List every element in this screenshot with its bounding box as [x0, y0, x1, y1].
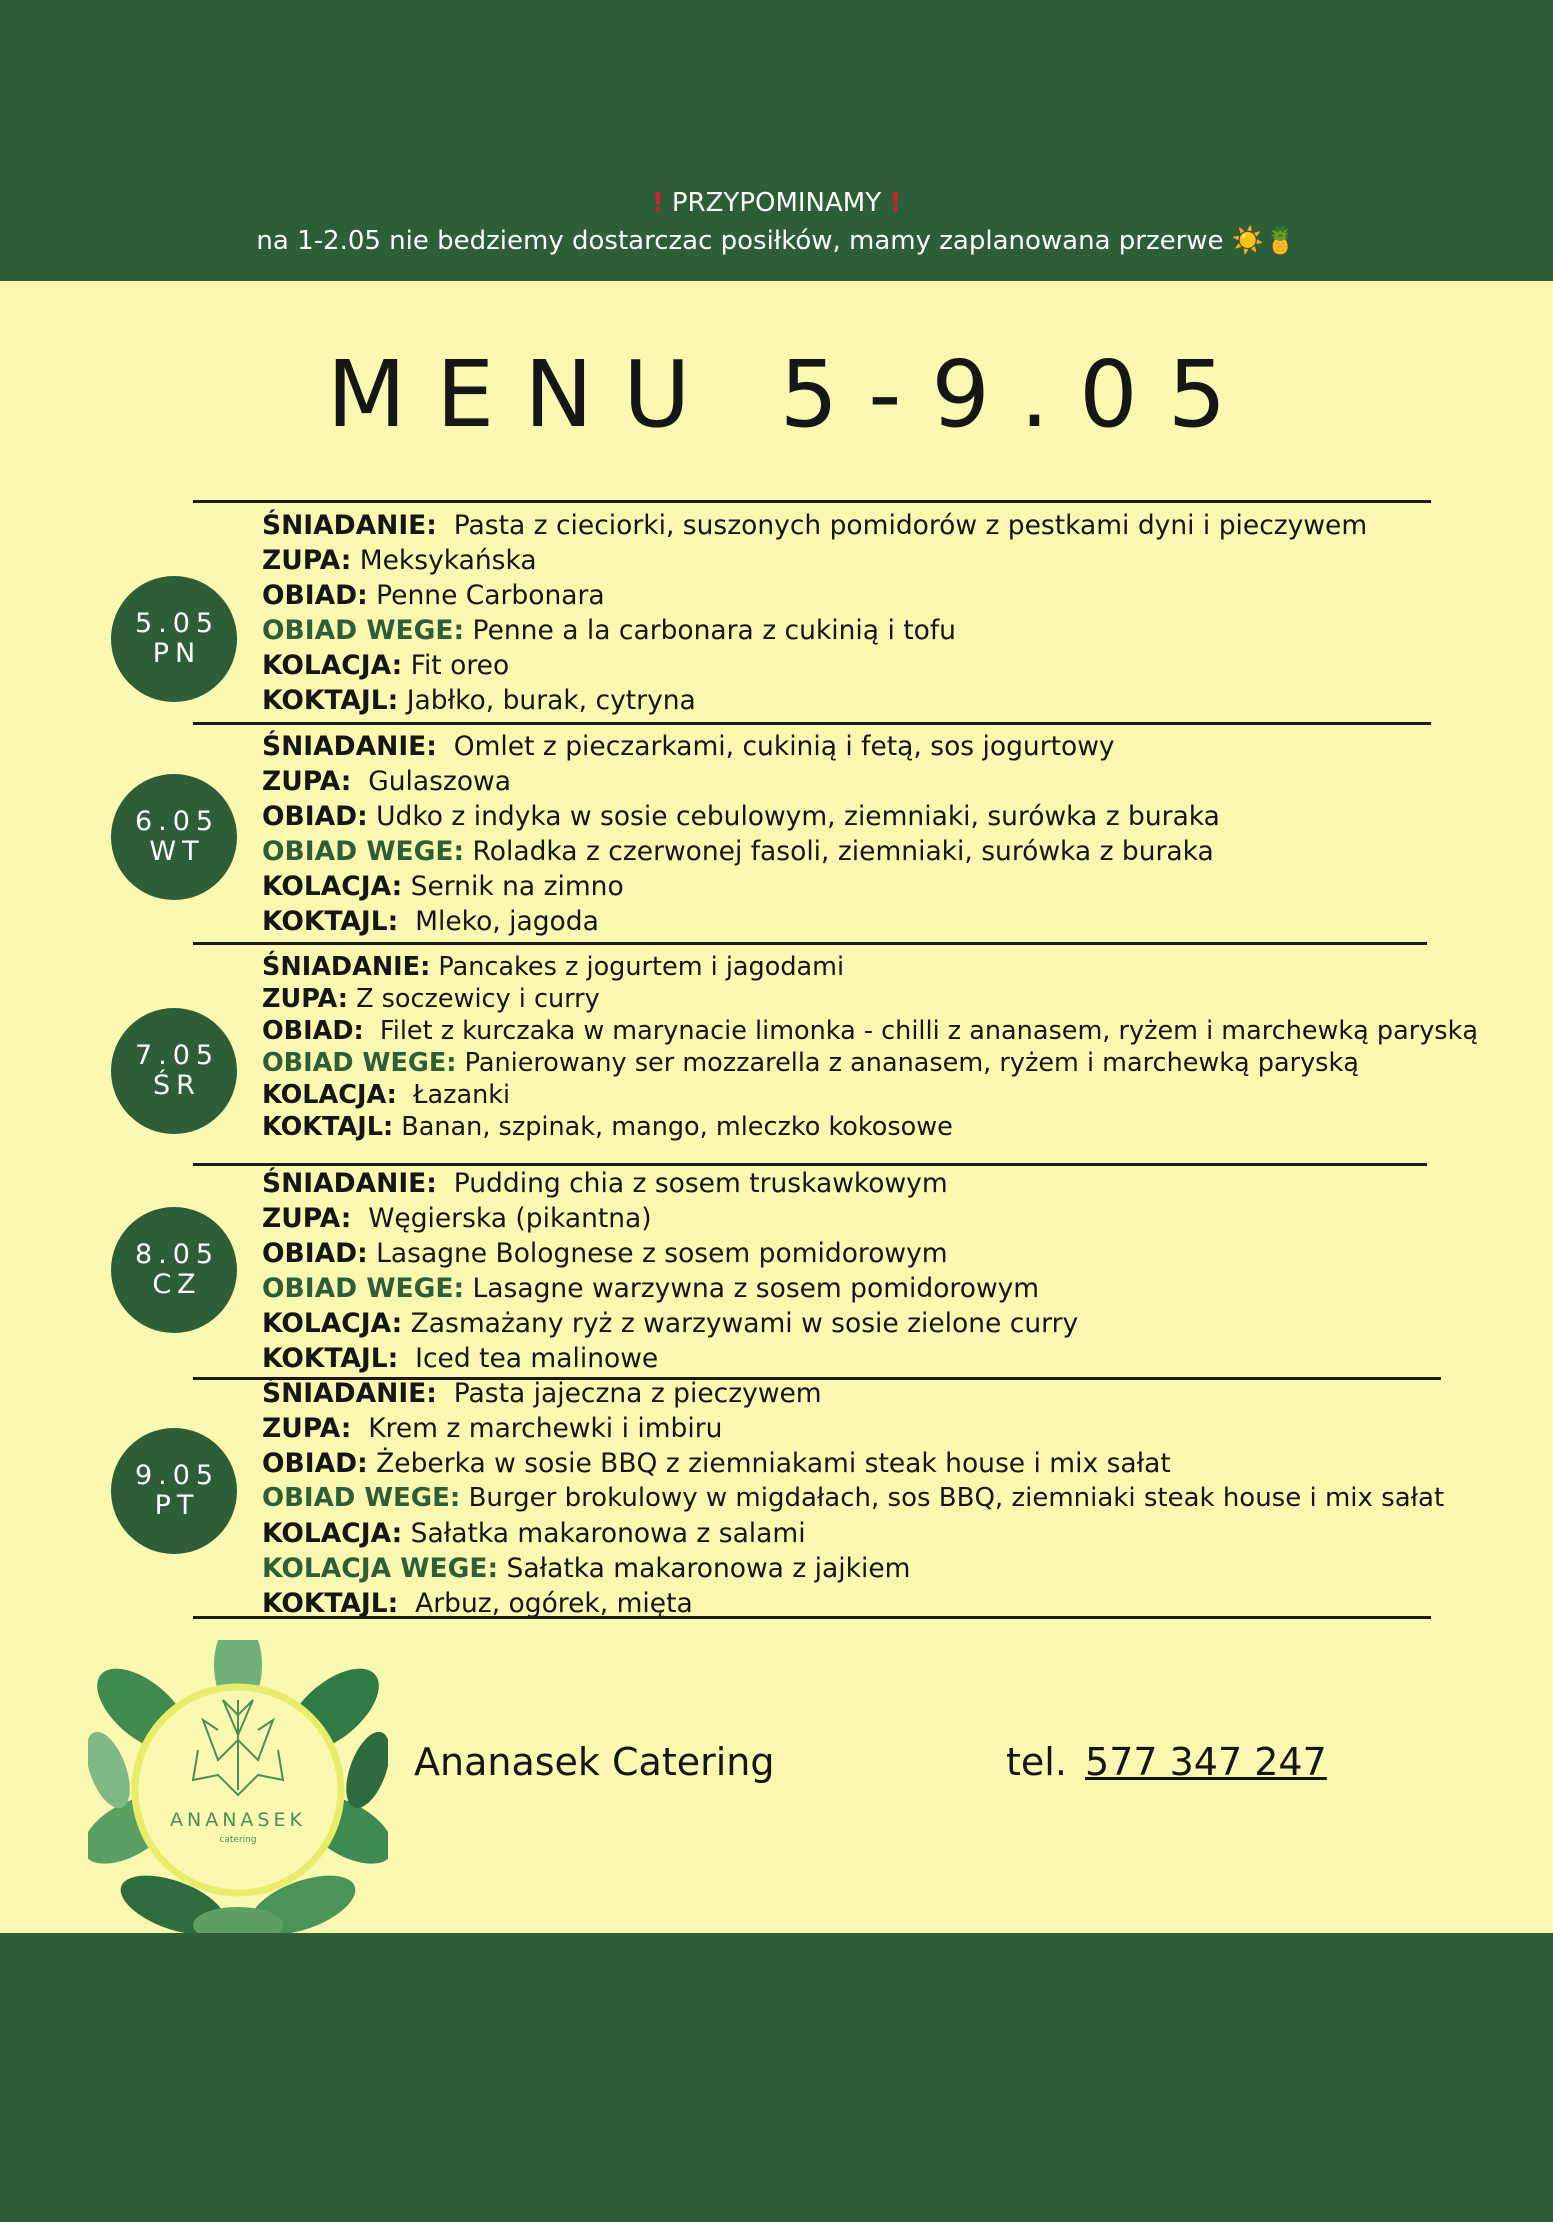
menu-label: ŚNIADANIE:	[262, 1378, 437, 1409]
menu-dish: Zasmażany ryż z warzywami w sosie zielone curry	[410, 1308, 1079, 1339]
menu-row	[262, 613, 1462, 648]
telephone	[1006, 1740, 1327, 1784]
brand-name: Ananasek Catering	[414, 1740, 775, 1784]
menu-row	[262, 1411, 1462, 1446]
menu-label: KOKTAJL:	[262, 1112, 394, 1142]
menu-row	[262, 1079, 1462, 1111]
menu-dish: Meksykańska	[359, 545, 537, 576]
menu-row	[262, 1166, 1462, 1201]
menu-dish: Węgierska (pikantna)	[368, 1203, 652, 1234]
notice-text: na 1-2.05 nie bedziemy dostarczac posiłków, mamy zaplanowana przerwe ☀️🍍	[256, 226, 1297, 256]
menu-label: ZUPA:	[262, 766, 352, 797]
menu-row	[262, 1201, 1462, 1236]
menu-dish: Arbuz, ogórek, mięta	[415, 1588, 693, 1619]
menu-row	[262, 1376, 1462, 1411]
menu-label: KOKTAJL:	[262, 1343, 399, 1374]
menu-label: ZUPA:	[262, 984, 348, 1014]
tel-label: tel.	[1006, 1740, 1067, 1784]
menu-row	[262, 578, 1462, 613]
menu-row	[262, 869, 1462, 904]
menu-label: OBIAD:	[262, 1238, 368, 1269]
menu-row	[262, 904, 1462, 939]
menu-row	[262, 648, 1462, 683]
menu-label: KOLACJA:	[262, 1308, 403, 1339]
menu-label: OBIAD WEGE:	[262, 1483, 461, 1513]
menu-label: OBIAD WEGE:	[262, 615, 465, 646]
menu-row	[262, 543, 1462, 578]
menu-dish: Łazanki	[413, 1080, 511, 1110]
divider	[193, 722, 1431, 725]
menu-row	[262, 834, 1462, 869]
menu-label: KOLACJA:	[262, 650, 403, 681]
menu-dish: Banan, szpinak, mango, mleczko kokosowe	[401, 1112, 953, 1142]
day-weekday: ŚR	[153, 1070, 201, 1101]
day-badge	[111, 1008, 237, 1134]
menu-dish: Żeberka w sosie BBQ z ziemniakami steak house i mix sałat	[376, 1448, 1171, 1479]
menu-row	[262, 1306, 1462, 1341]
menu-row	[262, 1047, 1462, 1079]
menu-label: ŚNIADANIE:	[262, 731, 437, 762]
divider	[193, 500, 1431, 503]
divider	[193, 942, 1427, 945]
menu-row	[262, 1341, 1462, 1376]
menu-label: KOKTAJL:	[262, 906, 399, 937]
menu-row	[262, 1516, 1462, 1551]
menu-dish: Mleko, jagoda	[415, 906, 599, 937]
bottom-banner	[0, 1933, 1553, 2222]
menu-row	[262, 1236, 1462, 1271]
menu-label: KOLACJA WEGE:	[262, 1553, 499, 1584]
menu-row	[262, 683, 1462, 718]
menu-label: KOLACJA:	[262, 1080, 397, 1110]
day-menu	[262, 729, 1462, 939]
menu-dish: Krem z marchewki i imbiru	[368, 1413, 723, 1444]
menu-dish: Iced tea malinowe	[415, 1343, 659, 1374]
menu-dish: Fit oreo	[410, 650, 510, 681]
menu-label: OBIAD WEGE:	[262, 836, 465, 867]
menu-label: OBIAD WEGE:	[262, 1273, 465, 1304]
menu-dish: Lasagne warzywna z sosem pomidorowym	[472, 1273, 1040, 1304]
menu-dish: Roladka z czerwonej fasoli, ziemniaki, surówka z buraka	[472, 836, 1214, 867]
menu-row	[262, 1586, 1462, 1621]
day-badge	[111, 774, 237, 900]
menu-label: KOLACJA:	[262, 1518, 403, 1549]
menu-label: KOKTAJL:	[262, 685, 399, 716]
day-date: 7.05	[134, 1040, 220, 1071]
menu-label: OBIAD WEGE:	[262, 1048, 457, 1078]
menu-row	[262, 983, 1462, 1015]
menu-dish: Burger brokulowy w migdałach, sos BBQ, ziemniaki steak house i mix sałat	[468, 1483, 1445, 1513]
menu-dish: Sałatka makaronowa z jajkiem	[506, 1553, 911, 1584]
logo-subtitle: catering	[219, 1835, 257, 1845]
menu-row	[262, 729, 1462, 764]
page-title: MENU 5-9.05	[326, 341, 1257, 448]
day-menu	[262, 1376, 1462, 1621]
tel-number-link[interactable]: 577 347 247	[1085, 1740, 1327, 1784]
menu-dish: Pancakes z jogurtem i jagodami	[438, 952, 845, 982]
menu-row	[262, 799, 1462, 834]
menu-dish: Panierowany ser mozzarella z ananasem, ryżem i marchewką paryską	[464, 1048, 1359, 1078]
menu-dish: Udko z indyka w sosie cebulowym, ziemniaki, surówka z buraka	[376, 801, 1220, 832]
logo-name: ANANASEK	[170, 1809, 306, 1831]
menu-dish: Jabłko, burak, cytryna	[406, 685, 696, 716]
menu-label: OBIAD:	[262, 801, 368, 832]
menu-label: OBIAD:	[262, 1016, 364, 1046]
day-date: 5.05	[134, 608, 220, 639]
menu-dish: Sernik na zimno	[410, 871, 624, 902]
menu-dish: Sałatka makaronowa z salami	[410, 1518, 806, 1549]
menu-row	[262, 951, 1462, 983]
day-date: 9.05	[134, 1460, 220, 1491]
exclamation-icon: !	[889, 188, 902, 218]
day-badge	[111, 576, 237, 702]
day-date: 6.05	[134, 806, 220, 837]
menu-row	[262, 1551, 1462, 1586]
menu-dish: Gulaszowa	[368, 766, 511, 797]
menu-label: ZUPA:	[262, 1413, 352, 1444]
exclamation-icon: !	[651, 188, 664, 218]
day-menu	[262, 951, 1478, 1143]
day-weekday: PN	[152, 638, 202, 669]
menu-row	[262, 1111, 1462, 1143]
menu-dish: Pudding chia z sosem truskawkowym	[453, 1168, 948, 1199]
day-badge	[111, 1207, 237, 1333]
day-badge	[111, 1428, 237, 1554]
menu-dish: Omlet z pieczarkami, cukinią i fetą, sos jogurtowy	[453, 731, 1115, 762]
menu-row	[262, 764, 1462, 799]
menu-label: KOLACJA:	[262, 871, 403, 902]
menu-label: ŚNIADANIE:	[262, 510, 437, 541]
menu-label: KOKTAJL:	[262, 1588, 399, 1619]
menu-label: ZUPA:	[262, 545, 352, 576]
menu-label: ŚNIADANIE:	[262, 1168, 437, 1199]
day-menu	[262, 508, 1462, 718]
menu-row	[262, 1015, 1478, 1047]
menu-row	[262, 1446, 1462, 1481]
day-weekday: WT	[149, 836, 205, 867]
day-weekday: CZ	[152, 1269, 202, 1300]
menu-dish: Penne Carbonara	[376, 580, 605, 611]
notice-heading	[0, 188, 1553, 218]
menu-dish: Z soczewicy i curry	[356, 984, 600, 1014]
menu-row	[262, 1271, 1462, 1306]
menu-dish: Penne a la carbonara z cukinią i tofu	[472, 615, 956, 646]
menu-row	[262, 1481, 1462, 1516]
menu-dish: Filet z kurczaka w marynacie limonka - chilli z ananasem, ryżem i marchewką paryską	[379, 1016, 1478, 1046]
day-date: 8.05	[134, 1239, 220, 1270]
day-weekday: PT	[154, 1490, 200, 1521]
day-menu	[262, 1166, 1462, 1376]
menu-dish: Pasta z cieciorki, suszonych pomidorów z pestkami dyni i pieczywem	[453, 510, 1368, 541]
menu-row	[262, 508, 1462, 543]
menu-label: OBIAD:	[262, 1448, 368, 1479]
notice-heading-text: PRZYPOMINAMY	[671, 188, 882, 218]
menu-label: ZUPA:	[262, 1203, 352, 1234]
ananasek-logo	[88, 1640, 388, 1940]
menu-dish: Lasagne Bolognese z sosem pomidorowym	[376, 1238, 948, 1269]
menu-label: OBIAD:	[262, 580, 368, 611]
menu-label: ŚNIADANIE:	[262, 952, 431, 982]
menu-dish: Pasta jajeczna z pieczywem	[453, 1378, 822, 1409]
